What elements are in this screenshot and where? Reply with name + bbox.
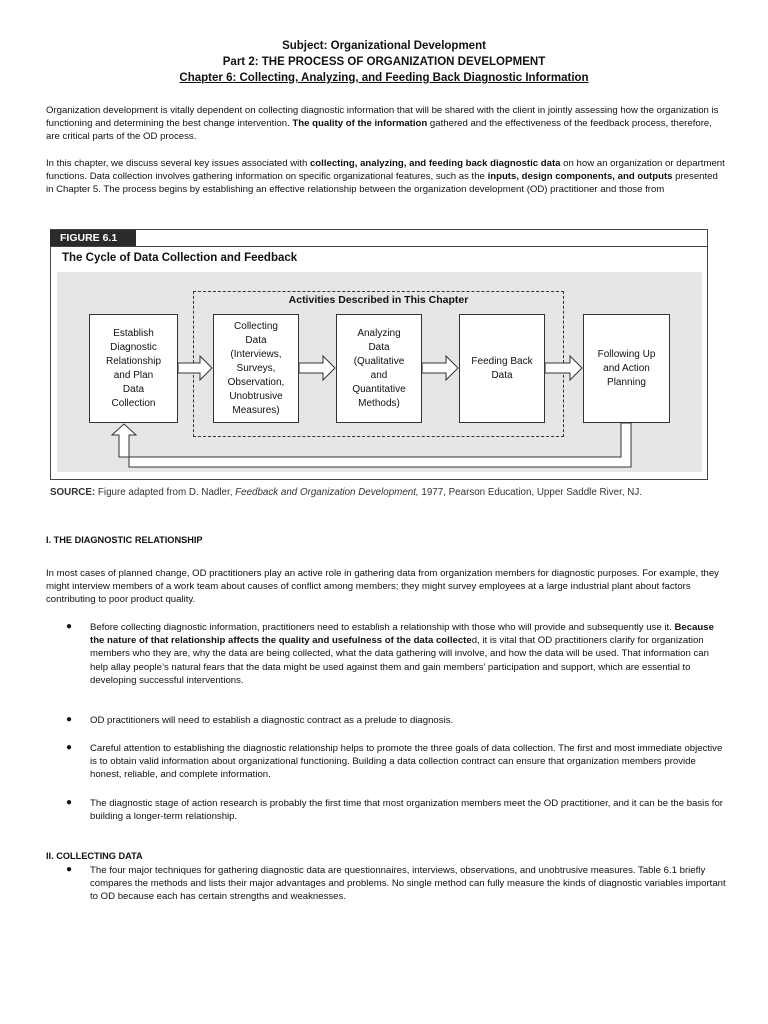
arrow-2-to-3 — [299, 356, 335, 380]
section-1-bullet-2: OD practitioners will need to establish a diagnostic contract as a prelude to diagnosis. — [90, 715, 454, 726]
box-establish-relationship: Establish Diagnostic Relationship and Plan Data Collection — [89, 314, 178, 423]
bullet-marker: ● — [66, 742, 73, 753]
bullet-marker: ● — [66, 797, 73, 808]
box-collecting-data: Collecting Data (Interviews, Surveys, Observation, Unobtrusive Measures) — [213, 314, 299, 423]
bullet-marker: ● — [66, 864, 73, 875]
arrow-3-to-4 — [422, 356, 458, 380]
section-2-bullet-1: The four major techniques for gathering diagnostic data are questionnaires, interviews, observations, and unobtrusive measures. Table 6.1 briefly compares the methods and lists their major advantages and problems. No single method can fully measure the kinds of diagnostic variables important to OD because each has certain strengths and weaknesses. — [90, 865, 726, 903]
intro-paragraph-1: Organization development is vitally dependent on collecting diagnostic information that will be shared with the client in jointly assessing how the organization is functioning and determining the best change intervention. The quality of the information gathered and the effectiveness of the feedback process, therefore, are critical parts of the OD process. — [46, 105, 719, 143]
figure-source: SOURCE: Figure adapted from D. Nadler, Feedback and Organization Development, 1977, Pearson Education, Upper Saddle River, NJ. — [50, 487, 642, 498]
figure-title: The Cycle of Data Collection and Feedback — [62, 252, 298, 264]
activities-label: Activities Described in This Chapter — [288, 294, 469, 306]
arrow-4-to-5 — [545, 356, 582, 380]
section-2-heading: II. COLLECTING DATA — [46, 851, 143, 861]
bullet-marker: ● — [66, 621, 73, 632]
box-analyzing-data: Analyzing Data (Qualitative and Quantitative Methods) — [336, 314, 422, 423]
box-following-up: Following Up and Action Planning — [583, 314, 670, 423]
section-1-bullet-3: Careful attention to establishing the diagnostic relationship helps to promote the three goals of data collection. The first and most immediate objective is to obtain valid information about organizational functioning. Building a data collection contract can ensure that organization members provide honest, reliable, and complete information. — [90, 743, 723, 781]
section-1-bullet-4: The diagnostic stage of action research is probably the first time that most organization members meet the OD practitioner, and it can be the basis for building a longer-term relationship. — [90, 798, 723, 823]
part-title: Part 2: THE PROCESS OF ORGANIZATION DEVELOPMENT — [222, 56, 546, 68]
chapter-title: Chapter 6: Collecting, Analyzing, and Feeding Back Diagnostic Information — [179, 72, 589, 84]
arrow-1-to-2 — [178, 356, 212, 380]
figure-label: FIGURE 6.1 — [50, 230, 136, 247]
box-feeding-back-data: Feeding Back Data — [459, 314, 545, 423]
arrow-feedback-loop-path — [112, 423, 631, 467]
section-1-heading: I. THE DIAGNOSTIC RELATIONSHIP — [46, 535, 203, 545]
intro-paragraph-2: In this chapter, we discuss several key issues associated with collecting, analyzing, and feeding back diagnostic data on how an organization or department functions. Data collection involves gathering information on specific organizational features, such as the inputs, design components, and outputs presented in Chapter 5. The process begins by establishing an effective relationship between the organization development (OD) practitioner and those from — [46, 158, 725, 196]
section-1-intro: In most cases of planned change, OD practitioners play an active role in gathering data from organization members for diagnostic purposes. For example, they might interview members of a work team about causes of conflict among members; they might survey employees at a large industrial plant about factors contributing to poor product quality. — [46, 568, 719, 606]
subject-line: Subject: Organizational Development — [282, 40, 486, 52]
section-1-bullet-1: Before collecting diagnostic information, practitioners need to establish a relationship with those who will provide and subsequently use it. Because the nature of that relationship affects the quality and usefulness of the data collected, it is vital that OD practitioners clarify for organization members who they are, why the data are being collected, what the data gathering will involve, and how the data will be used. That information can help allay people’s natural fears that the data might be used against them and gain members’ participation and support, which are essential to developing successful interventions. — [90, 622, 714, 686]
bullet-marker: ● — [66, 714, 73, 725]
